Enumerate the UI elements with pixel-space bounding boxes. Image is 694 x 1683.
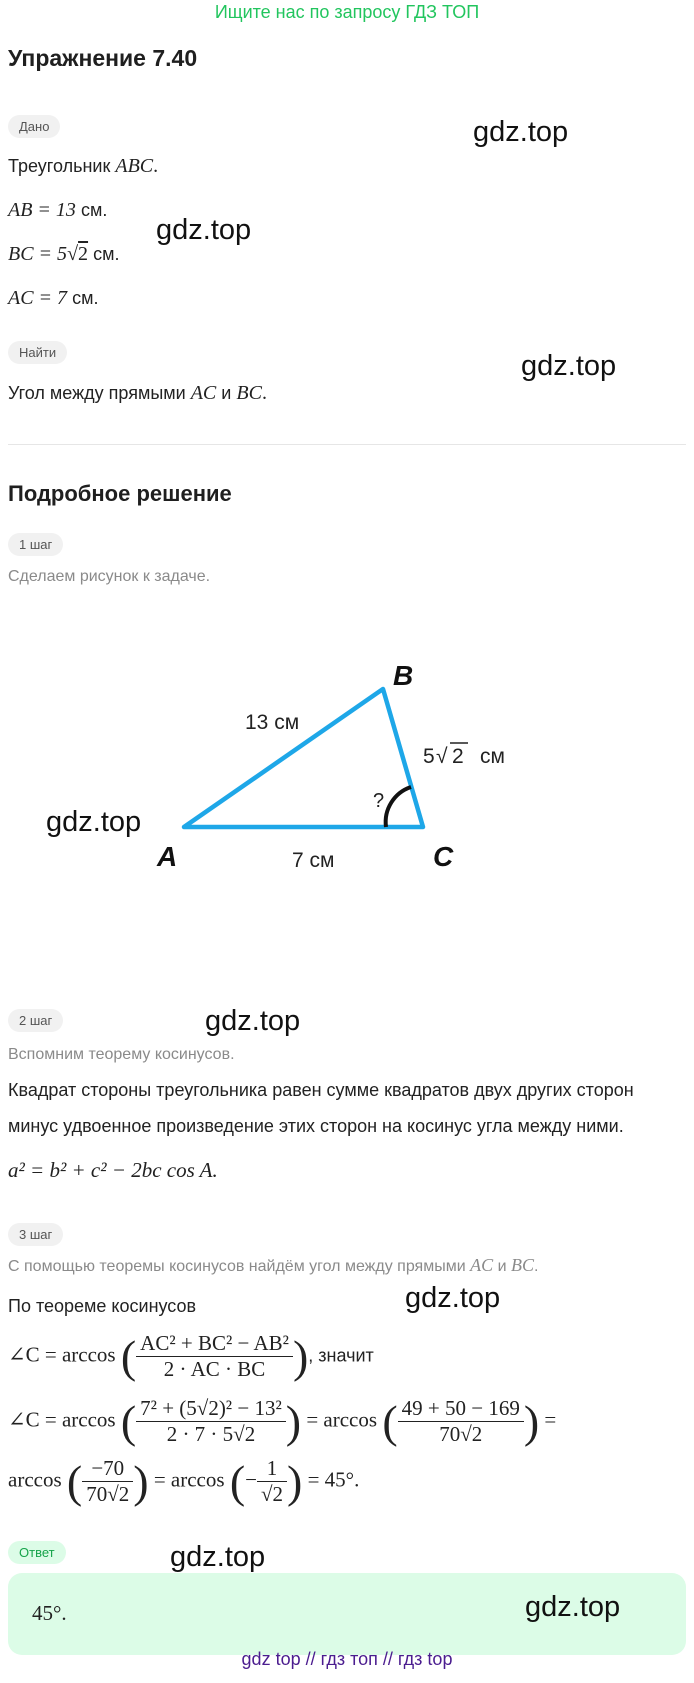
watermark: gdz.top [521,350,617,382]
watermark: gdz.top [473,116,569,148]
by-theorem-text: По теореме косинусов [8,1296,197,1316]
eq3-inner-num: 1 [257,1456,287,1482]
top-banner[interactable]: Ищите нас по запросу ГДЗ ТОП [214,2,480,22]
step3-sentence: С помощью теоремы косинусов найдём угол между прямыми [8,1258,466,1275]
ab-unit: см. [80,200,108,220]
bc-lhs: BC = 5 [8,243,68,265]
vertex-c: C [433,841,454,872]
equation-1: ∠C = arccos ( $\frac{\text{AC² + BC² − AB²}}{2 \cdot AC \cdot BC}$ ), значит [8,1331,374,1382]
step1-pill: 1 шаг [8,533,63,556]
step1-text: Сделаем рисунок к задаче. [8,568,211,585]
bc-unit: см. [93,244,120,264]
eq3-num: −70 [82,1456,133,1482]
eq3-fraction [82,1456,133,1507]
cosine-statement-line2: минус удвоенное произведение этих сторон на косинус угла между ними. [8,1116,624,1136]
eq3-lhs: arccos [8,1467,62,1492]
ac-lhs: AC = 7 [8,287,68,309]
eq2-lhs: ∠C = arccos [8,1407,116,1432]
answer-value: 45°. [32,1601,67,1625]
vertex-b: B [393,660,414,691]
triangle-name: ABC [115,155,154,177]
eq1-lhs: ∠C = arccos [8,1342,116,1367]
step2-pill: 2 шаг [8,1009,63,1032]
eq2-den: 2 · 7 · 5√2 [166,1422,256,1446]
eq3-inner-sign: − [245,1467,257,1492]
bc-root: 2 [78,243,89,265]
eq3-inner-fraction [257,1456,287,1507]
footer-links[interactable]: gdz top // гдз топ // гдз top [241,1649,453,1669]
eq1-tail: , значит [308,1345,374,1366]
find-text: Угол между прямыми AC и BC. [8,382,267,404]
step3-and: и [497,1258,507,1275]
equation-3: arccos ( $\frac{-70}{70√2}$ ) = arccos (− $\frac{1}{√2}$ ) = 45°. [8,1456,360,1507]
given-ab [8,199,107,222]
given-pill: Дано [8,115,60,138]
eq3-mid: = arccos [153,1467,225,1492]
given-ac [8,287,98,310]
eq2-mid: = arccos [306,1407,378,1432]
cosine-formula: a² = b² + c² − 2bc cos A. [8,1158,218,1182]
given-bc: BC = 5√2 см. [8,243,120,265]
watermark: gdz.top [205,1005,301,1037]
eq1-fraction [136,1331,293,1382]
watermark: gdz.top [156,214,252,246]
page-title: Упражнение 7.40 [8,45,198,71]
find-pill: Найти [8,341,67,364]
step3-text: С помощью теоремы косинусов найдём угол между прямыми AC и BC. [8,1255,539,1275]
eq3-den: 70√2 [86,1482,130,1506]
watermark: gdz.top [405,1282,501,1314]
side-bc-unit: см [480,745,505,768]
eq2-num: 7² + (5√2)² − 13² [136,1396,286,1422]
step3-pill: 3 шаг [8,1223,63,1246]
watermark: gdz.top [46,806,142,838]
ac-unit: см. [72,288,99,308]
angle-mark: ? [373,790,385,812]
eq2-den2: 70√2 [439,1422,483,1446]
equation-2: ∠C = arccos ( $\frac{\text{7² + (5√2)² − 13²}}{2 \cdot 7 \cdot 5√2}$ ) = arccos ( $\frac{49 + 50 - 169}{70√2}$ ) = [8,1396,557,1447]
side-bc-root: 2 [452,745,464,768]
vertex-a: A [157,841,178,872]
watermark: gdz.top [525,1591,621,1623]
side-ac-label: 7 см [292,849,335,872]
eq2-fraction-2 [398,1396,524,1447]
eq2-num2: 49 + 50 − 169 [398,1396,524,1422]
find-and: и [221,383,232,403]
triangle-word: Треугольник [8,156,111,176]
given-triangle: Треугольник ABC. [8,155,159,177]
step2-text: Вспомним теорему косинусов. [8,1046,235,1063]
eq2-tail: = [544,1407,557,1432]
find-line2: BC [236,382,262,404]
find-line1: AC [190,382,217,404]
eq3-inner-den: √2 [260,1482,284,1506]
side-ab-label: 13 см [245,711,300,734]
answer-pill: Ответ [8,1541,66,1564]
step3-line1: AC [470,1255,494,1275]
eq3-result: = 45°. [307,1467,360,1492]
cosine-statement-line1: Квадрат стороны треугольника равен сумме квадратов двух других сторон [8,1080,634,1100]
solution-title: Подробное решение [8,481,232,506]
triangle-figure [0,640,694,880]
eq1-num: AC² + BC² − AB² [136,1331,293,1357]
ab-lhs: AB = 13 [8,199,76,221]
find-sentence: Угол между прямыми [8,383,186,403]
side-bc-label [423,743,505,768]
sqrt-sign: √ [436,745,448,768]
step3-line2: BC [510,1255,534,1275]
section-divider [8,444,686,445]
side-bc-coef: 5 [423,745,435,768]
watermark: gdz.top [170,1541,266,1573]
angle-arc [386,787,411,827]
eq1-den: 2 · AC · BC [163,1357,266,1381]
eq2-fraction [136,1396,286,1447]
